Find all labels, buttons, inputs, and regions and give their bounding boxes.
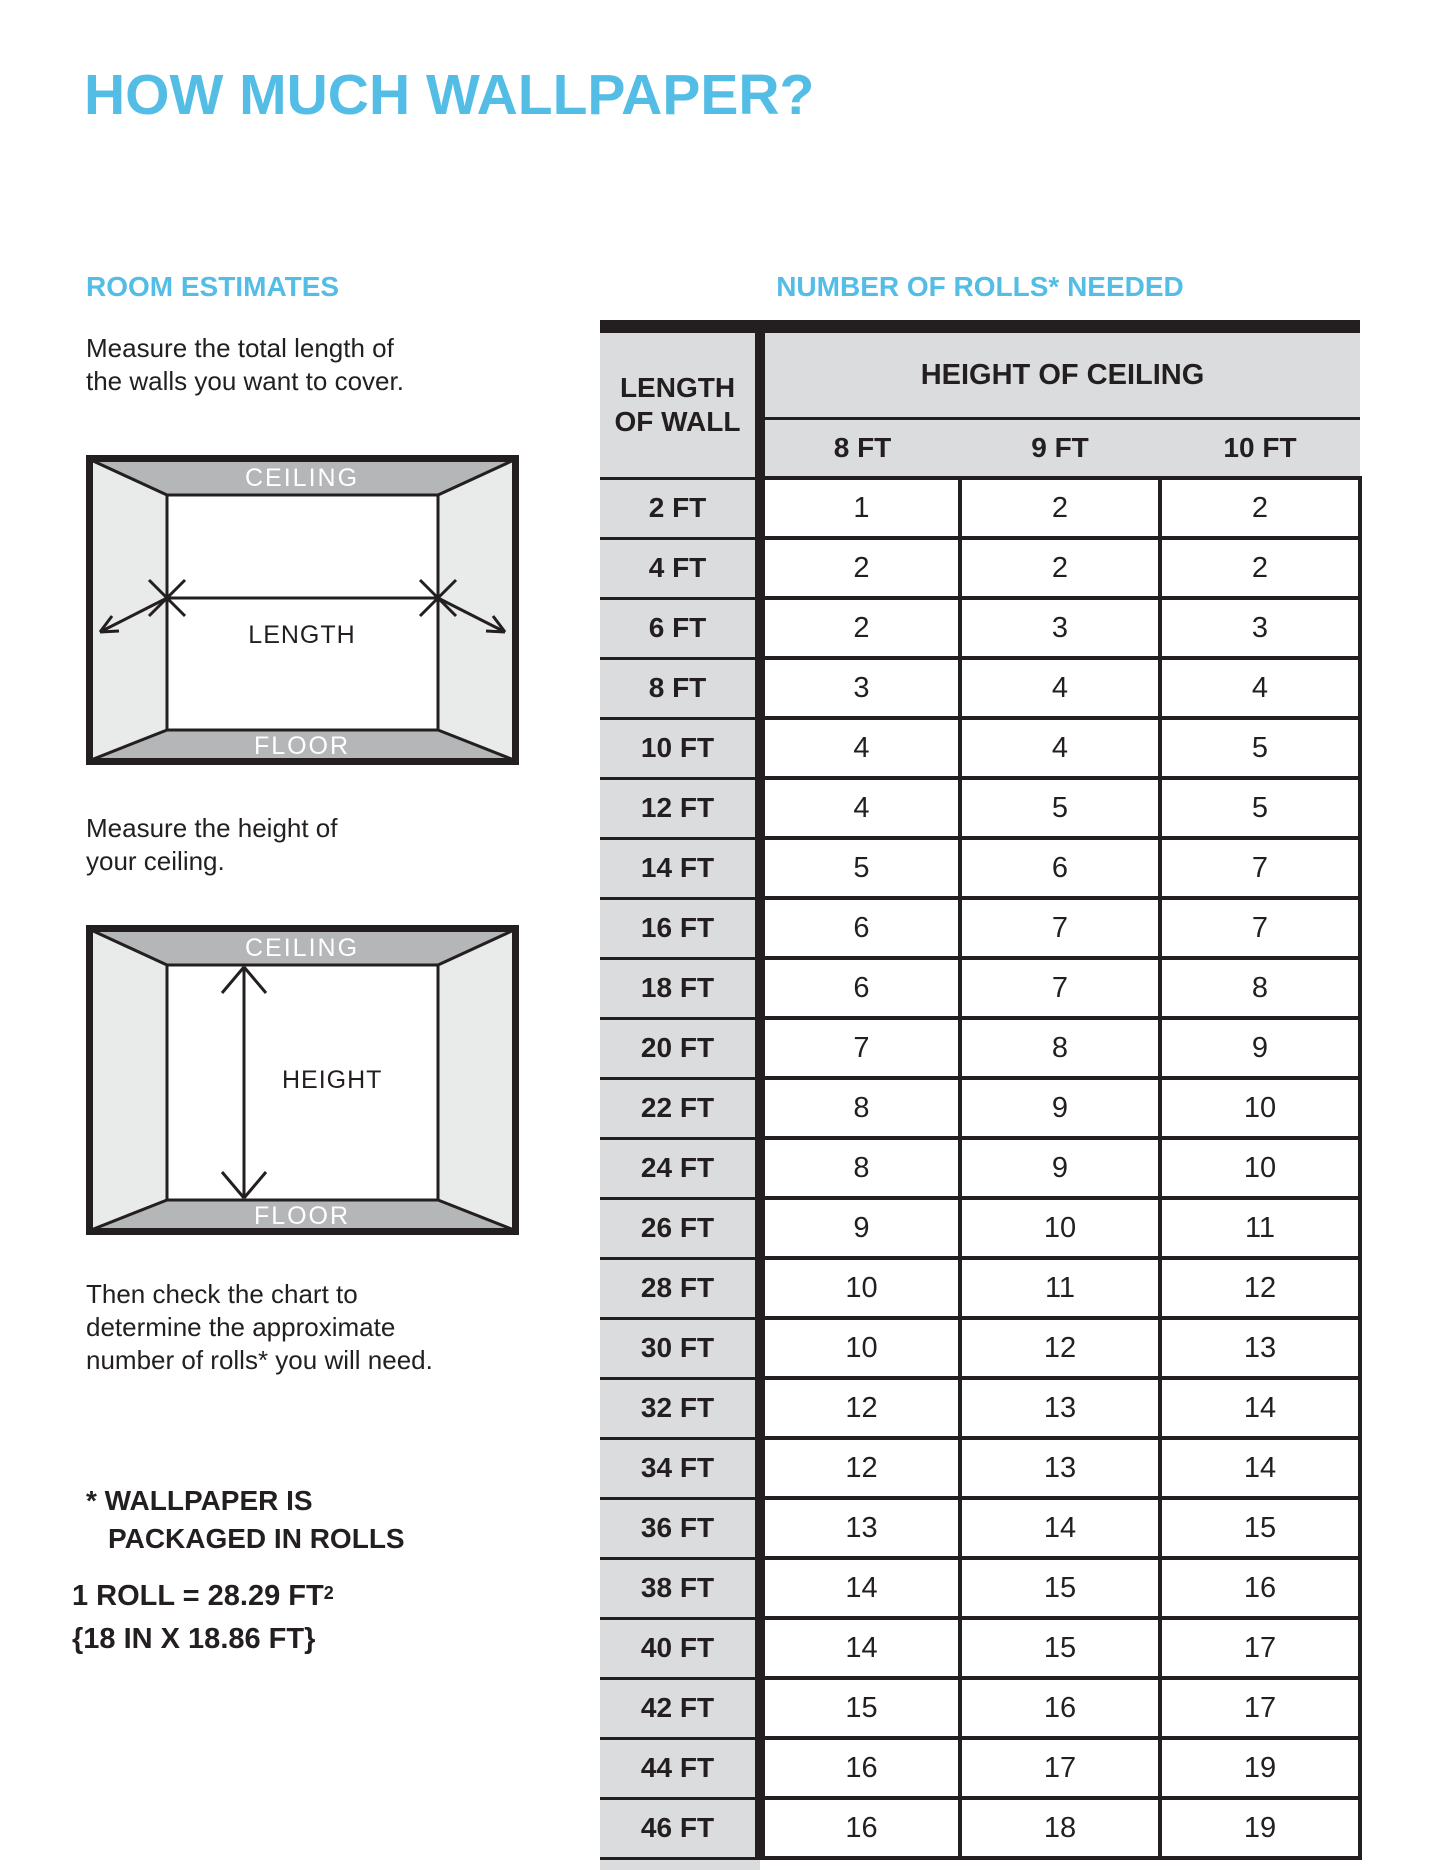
- instruction-measure-length: [86, 332, 404, 398]
- rolls-count-cell: 3: [1160, 598, 1360, 658]
- wall-length-cell: 8 FT: [600, 658, 760, 718]
- wall-length-cell: 24 FT: [600, 1138, 760, 1198]
- rolls-count-cell: 15: [960, 1558, 1160, 1618]
- rolls-count-cell: 13: [960, 1378, 1160, 1438]
- table-row: [600, 1738, 1360, 1798]
- table-row: [600, 1618, 1360, 1678]
- rolls-count-cell: 17: [1160, 1678, 1360, 1738]
- wall-length-cell: 18 FT: [600, 958, 760, 1018]
- rolls-count-cell: 4: [760, 778, 960, 838]
- wall-length-cell: 20 FT: [600, 1018, 760, 1078]
- wall-length-cell: 6 FT: [600, 598, 760, 658]
- table-row: [600, 1318, 1360, 1378]
- instruction-line: the walls you want to cover.: [86, 366, 404, 396]
- right-wall-surface: [438, 930, 514, 1230]
- rolls-count-cell: 11: [1160, 1198, 1360, 1258]
- rolls-count-cell: 7: [960, 958, 1160, 1018]
- rolls-count-cell: 2: [960, 538, 1160, 598]
- rolls-count-cell: 10: [960, 1198, 1160, 1258]
- rolls-count-cell: 4: [760, 718, 960, 778]
- page-title: HOW MUCH WALLPAPER?: [84, 63, 815, 127]
- wall-length-cell: 4 FT: [600, 538, 760, 598]
- wall-length-cell: 44 FT: [600, 1738, 760, 1798]
- rolls-count-cell: 7: [1160, 838, 1360, 898]
- rolls-count-cell: 4: [1160, 658, 1360, 718]
- rolls-count-cell: 9: [760, 1198, 960, 1258]
- rolls-count-cell: 12: [760, 1378, 960, 1438]
- rolls-count-cell: 2: [1160, 478, 1360, 538]
- rolls-count-cell: 7: [1160, 898, 1360, 958]
- room-height-diagram-svg: [86, 925, 519, 1235]
- rolls-count-cell: 14: [760, 1558, 960, 1618]
- rolls-count-cell: 12: [1160, 1258, 1360, 1318]
- rolls-count-cell: 2: [1160, 538, 1360, 598]
- wallpaper-rolls-footnote: [86, 1482, 405, 1558]
- instruction-line: Measure the total length of: [86, 333, 394, 363]
- table-row: [600, 1078, 1360, 1138]
- wall-length-cell: 10 FT: [600, 718, 760, 778]
- rolls-count-cell: 13: [760, 1498, 960, 1558]
- rolls-count-cell: 9: [960, 1138, 1160, 1198]
- rolls-count-cell: 12: [960, 1318, 1160, 1378]
- roll-size-text: 1 ROLL = 28.29 FT: [72, 1580, 324, 1612]
- footnote-line: PACKAGED IN ROLLS: [108, 1523, 405, 1554]
- table-row: [600, 658, 1360, 718]
- table-row: [600, 1498, 1360, 1558]
- rolls-count-cell: 5: [960, 778, 1160, 838]
- rolls-count-cell: 14: [960, 1498, 1160, 1558]
- wall-length-cell: 12 FT: [600, 778, 760, 838]
- rolls-count-cell: 14: [1160, 1438, 1360, 1498]
- height-label: HEIGHT: [282, 1066, 383, 1094]
- instruction-line: Then check the chart to: [86, 1279, 358, 1309]
- instruction-measure-height: [86, 812, 338, 878]
- wall-length-cell: 22 FT: [600, 1078, 760, 1138]
- rolls-count-cell: 5: [1160, 718, 1360, 778]
- ceiling-label: CEILING: [244, 464, 360, 492]
- rolls-count-cell: 10: [760, 1258, 960, 1318]
- roll-equivalence-note: [72, 1572, 334, 1661]
- table-footer-strip: [600, 1860, 760, 1870]
- table-row: [600, 1678, 1360, 1738]
- instruction-line: number of rolls* you will need.: [86, 1345, 433, 1375]
- table-top-bar: [600, 320, 1360, 333]
- table-row: [600, 1138, 1360, 1198]
- instruction-line: your ceiling.: [86, 846, 225, 876]
- roll-size-superscript: 2: [323, 1583, 334, 1603]
- left-wall-surface: [91, 930, 167, 1230]
- rolls-count-cell: 16: [1160, 1558, 1360, 1618]
- wall-length-cell: 40 FT: [600, 1618, 760, 1678]
- height-of-ceiling-header: HEIGHT OF CEILING: [760, 333, 1360, 419]
- rolls-count-cell: 15: [760, 1678, 960, 1738]
- table-row: [600, 1798, 1360, 1858]
- length-label: LENGTH: [248, 621, 356, 649]
- rolls-count-cell: 9: [1160, 1018, 1360, 1078]
- rolls-count-cell: 1: [760, 478, 960, 538]
- instruction-check-chart: [86, 1278, 433, 1377]
- wall-length-cell: 32 FT: [600, 1378, 760, 1438]
- wall-length-cell: 28 FT: [600, 1258, 760, 1318]
- rolls-count-cell: 12: [760, 1438, 960, 1498]
- table-row: [600, 1018, 1360, 1078]
- table-row: [600, 718, 1360, 778]
- rolls-count-cell: 17: [1160, 1618, 1360, 1678]
- roll-size-line: [72, 1572, 334, 1618]
- rolls-count-cell: 3: [960, 598, 1160, 658]
- table-row: [600, 1258, 1360, 1318]
- rolls-count-cell: 16: [960, 1678, 1160, 1738]
- table-row: [600, 598, 1360, 658]
- wall-length-cell: 36 FT: [600, 1498, 760, 1558]
- rolls-count-cell: 5: [760, 838, 960, 898]
- floor-label: FLOOR: [253, 1202, 351, 1230]
- wall-length-cell: 2 FT: [600, 478, 760, 538]
- wall-length-cell: 16 FT: [600, 898, 760, 958]
- rolls-count-cell: 7: [760, 1018, 960, 1078]
- rolls-count-cell: 10: [1160, 1078, 1360, 1138]
- table-row: [600, 778, 1360, 838]
- rolls-count-cell: 10: [1160, 1138, 1360, 1198]
- rolls-count-cell: 2: [760, 598, 960, 658]
- rolls-count-cell: 19: [1160, 1738, 1360, 1798]
- room-length-diagram: [86, 455, 519, 765]
- rolls-count-cell: 6: [760, 958, 960, 1018]
- rolls-count-cell: 16: [760, 1798, 960, 1858]
- table-row: [600, 538, 1360, 598]
- wall-length-cell: 46 FT: [600, 1798, 760, 1858]
- rolls-count-cell: 10: [760, 1318, 960, 1378]
- length-of-wall-header-line: LENGTH: [619, 371, 736, 403]
- rolls-table: [600, 333, 1362, 1860]
- rolls-count-cell: 3: [760, 658, 960, 718]
- room-length-diagram-svg: [86, 455, 519, 765]
- table-row: [600, 958, 1360, 1018]
- back-wall-surface: [167, 495, 438, 730]
- rolls-count-cell: 13: [1160, 1318, 1360, 1378]
- rolls-count-cell: 8: [760, 1078, 960, 1138]
- rolls-count-cell: 11: [960, 1258, 1160, 1318]
- rolls-count-cell: 8: [960, 1018, 1160, 1078]
- ceiling-8ft-header: 8 FT: [760, 419, 960, 479]
- rolls-count-cell: 2: [960, 478, 1160, 538]
- rolls-count-cell: 14: [760, 1618, 960, 1678]
- instruction-line: Measure the height of: [86, 813, 338, 843]
- table-row: [600, 898, 1360, 958]
- rolls-count-cell: 15: [1160, 1498, 1360, 1558]
- table-row: [600, 838, 1360, 898]
- rolls-count-cell: 4: [960, 718, 1160, 778]
- table-row: [600, 1438, 1360, 1498]
- wall-length-cell: 34 FT: [600, 1438, 760, 1498]
- ceiling-10ft-header: 10 FT: [1160, 419, 1360, 479]
- table-row: [600, 1558, 1360, 1618]
- length-of-wall-header-line: OF WALL: [614, 405, 741, 437]
- ceiling-label: CEILING: [244, 934, 360, 962]
- wall-length-cell: 42 FT: [600, 1678, 760, 1738]
- rolls-count-cell: 6: [760, 898, 960, 958]
- rolls-count-cell: 16: [760, 1738, 960, 1798]
- wall-length-cell: 30 FT: [600, 1318, 760, 1378]
- table-header-row: [600, 333, 1360, 419]
- wall-length-cell: 14 FT: [600, 838, 760, 898]
- rolls-count-cell: 8: [760, 1138, 960, 1198]
- rolls-count-cell: 2: [760, 538, 960, 598]
- length-of-wall-header: [600, 333, 760, 478]
- rolls-count-cell: 9: [960, 1078, 1160, 1138]
- rolls-count-cell: 8: [1160, 958, 1360, 1018]
- rolls-count-cell: 6: [960, 838, 1160, 898]
- rolls-count-cell: 7: [960, 898, 1160, 958]
- table-row: [600, 478, 1360, 538]
- footnote-line: * WALLPAPER IS: [86, 1485, 313, 1516]
- rolls-count-cell: 4: [960, 658, 1160, 718]
- table-row: [600, 1198, 1360, 1258]
- rolls-count-cell: 5: [1160, 778, 1360, 838]
- rolls-count-cell: 14: [1160, 1378, 1360, 1438]
- rolls-count-cell: 19: [1160, 1798, 1360, 1858]
- table-row: [600, 1378, 1360, 1438]
- rolls-needed-heading: NUMBER OF ROLLS* NEEDED: [776, 271, 1184, 302]
- rolls-table-section: [600, 320, 1360, 1870]
- ceiling-9ft-header: 9 FT: [960, 419, 1160, 479]
- rolls-count-cell: 17: [960, 1738, 1160, 1798]
- room-estimates-heading: ROOM ESTIMATES: [86, 271, 340, 302]
- rolls-count-cell: 15: [960, 1618, 1160, 1678]
- floor-label: FLOOR: [253, 732, 351, 760]
- room-height-diagram: [86, 925, 519, 1235]
- wall-length-cell: 26 FT: [600, 1198, 760, 1258]
- wall-length-cell: 38 FT: [600, 1558, 760, 1618]
- roll-dimensions-line: {18 IN X 18.86 FT}: [72, 1623, 316, 1655]
- rolls-count-cell: 13: [960, 1438, 1160, 1498]
- rolls-count-cell: 18: [960, 1798, 1160, 1858]
- rolls-table-body: [600, 478, 1360, 1858]
- instruction-line: determine the approximate: [86, 1312, 396, 1342]
